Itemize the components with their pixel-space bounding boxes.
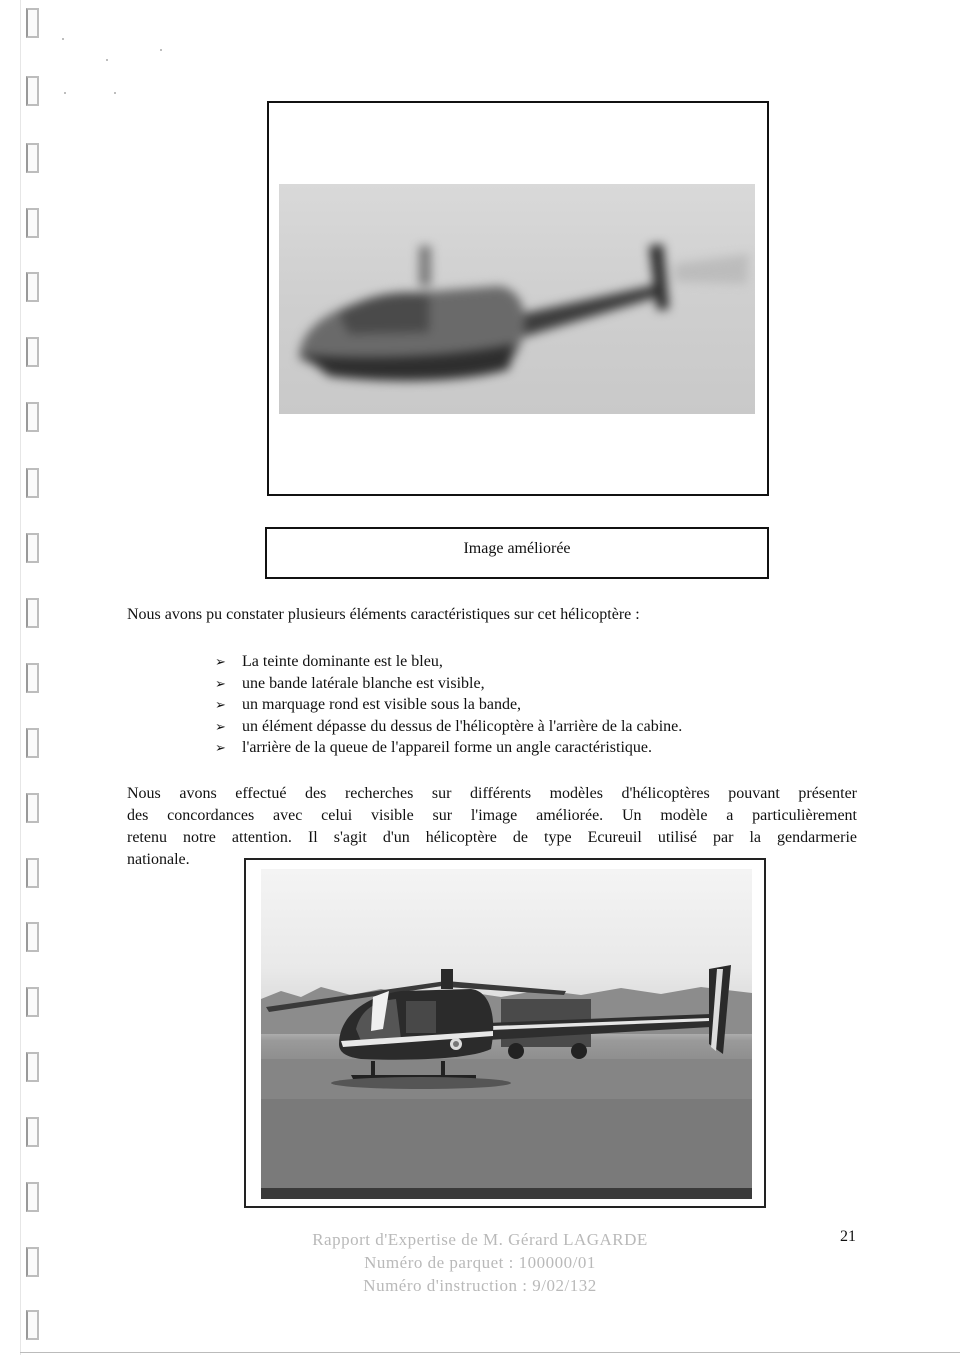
- image-caption: [265, 527, 769, 579]
- speck: [106, 59, 108, 61]
- caption-text: Image améliorée: [463, 540, 571, 557]
- binding-ring: [26, 1117, 39, 1147]
- footer-parquet-number: Numéro de parquet : 100000/01: [364, 1253, 596, 1272]
- binding-ring: [26, 402, 39, 432]
- binding-ring: [26, 8, 39, 38]
- intro-paragraph: Nous avons pu constater plusieurs éléments caractéristiques sur cet hélicoptère :: [127, 606, 640, 623]
- speck: [160, 49, 162, 51]
- paragraph-line: retenu notre attention. Il s'agit d'un hélicoptère de type Ecureuil utilisé par la gendarmerie: [127, 829, 857, 846]
- paragraph-line: Nous avons effectué des recherches sur différents modèles d'hélicoptères pouvant présenter: [127, 785, 857, 802]
- binding-ring: [26, 663, 39, 693]
- spiral-binding: [0, 0, 60, 1355]
- enhanced-helicopter-photo: [279, 184, 755, 414]
- enhanced-image-frame: [267, 101, 769, 496]
- binding-ring: [26, 728, 39, 758]
- helicopter-silhouette-blurred: [279, 184, 755, 414]
- list-item: ➢ une bande latérale blanche est visible,: [213, 673, 833, 695]
- list-item: ➢ un élément dépasse du dessus de l'hélicoptère à l'arrière de la cabine.: [213, 716, 833, 738]
- speck: [114, 92, 116, 94]
- arrow-bullet-icon: ➢: [215, 697, 226, 712]
- binding-ring: [26, 1052, 39, 1082]
- footer-instruction-number: Numéro d'instruction : 9/02/132: [363, 1276, 597, 1295]
- page-number: 21: [840, 1228, 856, 1245]
- paragraph-line: nationale.: [127, 851, 190, 868]
- photo-caption-strip: [261, 1188, 752, 1199]
- binding-ring: [26, 76, 39, 106]
- list-item: ➢ La teinte dominante est le bleu,: [213, 651, 833, 673]
- ecureuil-helicopter-photo: [261, 869, 752, 1199]
- binding-ring: [26, 598, 39, 628]
- binding-ring: [26, 1310, 39, 1340]
- binding-ring: [26, 793, 39, 823]
- arrow-bullet-icon: ➢: [215, 675, 226, 691]
- arrow-bullet-icon: ➢: [215, 718, 226, 734]
- binding-ring: [26, 208, 39, 238]
- speck: [62, 38, 64, 40]
- binding-ring: [26, 858, 39, 888]
- binding-ring: [26, 987, 39, 1017]
- binding-ring: [26, 272, 39, 302]
- arrow-bullet-icon: ➢: [215, 740, 226, 755]
- binding-ring: [26, 143, 39, 173]
- binding-ring: [26, 922, 39, 952]
- helicopter-photo-drawing: [261, 869, 752, 1199]
- page-bottom-edge: [20, 1352, 960, 1353]
- speck: [64, 92, 66, 94]
- paragraph-line: des concordances avec celui visible sur l'image améliorée. Un modèle a particulièrement: [127, 807, 857, 824]
- list-item: ➢ l'arrière de la queue de l'appareil forme un angle caractéristique.: [213, 737, 833, 759]
- reference-photo-frame: [244, 858, 766, 1208]
- footer-report-title: Rapport d'Expertise de M. Gérard LAGARDE: [312, 1230, 648, 1249]
- arrow-bullet-icon: ➢: [215, 654, 226, 669]
- binding-ring: [26, 1182, 39, 1212]
- binding-ring: [26, 337, 39, 367]
- binding-ring: [26, 468, 39, 498]
- list-item: ➢ un marquage rond est visible sous la bande,: [213, 694, 833, 716]
- characteristics-list: [213, 651, 833, 759]
- binding-ring: [26, 533, 39, 563]
